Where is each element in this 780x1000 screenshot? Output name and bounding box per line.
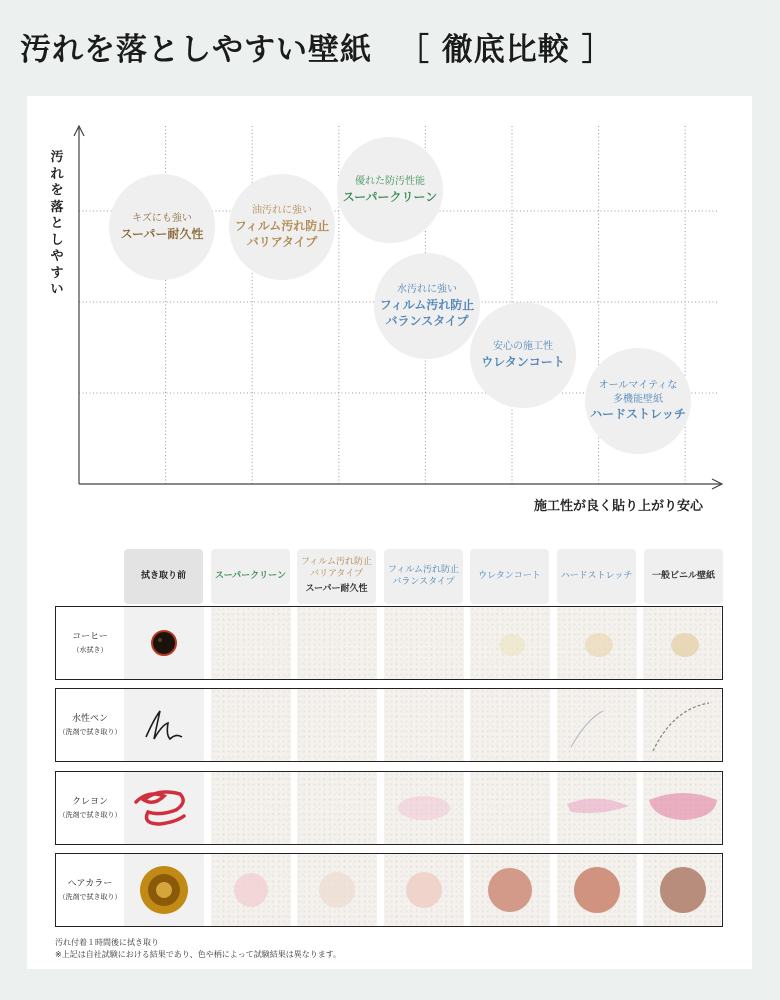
sample-balance-type xyxy=(384,689,464,761)
x-axis-label: 施工性が良く貼り上がり安心 xyxy=(533,499,703,514)
faint-stain-image xyxy=(297,854,377,926)
sample-urethane-coat xyxy=(470,607,550,679)
comparison-panel xyxy=(27,96,752,969)
header-label: ハードストレッチ xyxy=(560,570,633,581)
header-label: 拭き取り前 xyxy=(140,570,186,581)
header-label: スーパークリーン xyxy=(215,570,286,581)
sample-balance-type xyxy=(384,772,464,844)
sample-super-clean xyxy=(211,689,291,761)
bubble-product-type: バリアタイプ xyxy=(246,234,318,249)
footnote-line: 汚れ付着１時間後に拭き取り xyxy=(55,938,159,947)
bubble-balance-type xyxy=(374,253,480,359)
sample-urethane-coat xyxy=(470,772,550,844)
sample-barrier-type xyxy=(297,689,377,761)
header-hard-stretch xyxy=(557,549,636,604)
footnote xyxy=(55,937,341,961)
sample-before xyxy=(124,854,204,926)
bubble-caption: 安心の施工性 xyxy=(493,341,553,353)
faint-scribble-image xyxy=(643,689,721,761)
faint-stain-image xyxy=(470,607,550,679)
bubble-hard-stretch xyxy=(585,348,691,454)
footnote-line: ※上記は自社試験における結果であり、色や柄によって試験結果は異なります。 xyxy=(55,950,342,959)
title-sub: ［ 徹底比較 ］ xyxy=(398,32,614,68)
row-method: （洗剤で拭き取り） xyxy=(58,810,122,819)
row-name: クレヨン xyxy=(71,797,108,807)
header-balance-type xyxy=(384,549,463,604)
page-title xyxy=(20,24,614,69)
stain-residue-image xyxy=(557,854,637,926)
header-label-2: バリアタイプ xyxy=(310,568,363,579)
row-label xyxy=(56,772,124,844)
row-name: ヘアカラー xyxy=(67,879,113,889)
pen-scribble-image xyxy=(124,689,204,761)
bubble-caption-2: 多機能壁紙 xyxy=(613,393,663,405)
bubble-product: スーパー耐久性 xyxy=(120,226,204,241)
sample-before xyxy=(124,689,204,761)
faint-crayon-image xyxy=(384,772,464,844)
bubble-caption: キズにも強い xyxy=(132,213,192,225)
sample-super-clean xyxy=(211,607,291,679)
row-name: 水性ペン xyxy=(71,714,108,724)
bubble-barrier-type xyxy=(229,174,335,280)
header-barrier-type xyxy=(297,549,376,604)
row-label xyxy=(56,854,124,926)
header-label-3: スーパー耐久性 xyxy=(305,584,368,595)
row-method: （水拭き） xyxy=(72,645,108,654)
faint-scribble-image xyxy=(557,689,637,761)
row-label xyxy=(56,607,124,679)
y-axis-label: 汚れを落としやすい xyxy=(50,150,64,297)
header-label: フィルム汚れ防止 xyxy=(388,564,459,575)
faint-stain-image xyxy=(557,607,637,679)
bubble-super-durable xyxy=(109,174,215,280)
header-label-2: バランスタイプ xyxy=(392,576,455,587)
bubble-caption: 優れた防汚性能 xyxy=(355,176,425,188)
sample-balance-type xyxy=(384,607,464,679)
sample-hard-stretch xyxy=(557,607,637,679)
row-label xyxy=(56,689,124,761)
row-method: （洗剤で拭き取り） xyxy=(58,727,122,736)
sample-general-vinyl xyxy=(643,689,721,761)
sample-barrier-type xyxy=(297,854,377,926)
bubble-caption: 油汚れに強い xyxy=(252,205,312,217)
header-urethane-coat xyxy=(470,549,549,604)
sample-general-vinyl xyxy=(643,607,721,679)
bubble-product-type: バランスタイプ xyxy=(385,313,469,328)
bubble-product: フィルム汚れ防止 xyxy=(234,218,330,233)
bubble-product: フィルム汚れ防止 xyxy=(379,297,475,312)
stain-residue-image xyxy=(643,854,721,926)
crayon-residue-image xyxy=(557,772,637,844)
sample-before xyxy=(124,607,204,679)
header-before xyxy=(124,549,203,604)
header-label: 一般ビニル壁紙 xyxy=(651,570,715,581)
test-row-coffee xyxy=(55,606,723,680)
bubble-caption: オールマイティな xyxy=(598,380,678,392)
sample-balance-type xyxy=(384,854,464,926)
header-general-vinyl xyxy=(644,549,723,604)
header-label: ウレタンコート xyxy=(478,570,541,581)
header-super-clean xyxy=(211,549,290,604)
stain-residue-image xyxy=(470,854,550,926)
sample-urethane-coat xyxy=(470,689,550,761)
row-name: コーヒー xyxy=(72,632,108,642)
sample-barrier-type xyxy=(297,772,377,844)
bubble-urethane-coat xyxy=(470,302,576,408)
title-main: 汚れを落としやすい壁紙 xyxy=(20,32,372,68)
faint-stain-image xyxy=(643,607,721,679)
sample-general-vinyl xyxy=(643,854,721,926)
bubble-super-clean xyxy=(337,137,443,243)
crayon-residue-image xyxy=(643,772,721,844)
sample-barrier-type xyxy=(297,607,377,679)
test-row-crayon xyxy=(55,771,723,845)
faint-stain-image xyxy=(211,854,291,926)
sample-hard-stretch xyxy=(557,772,637,844)
coffee-stain-image xyxy=(124,607,204,679)
bubble-product: ウレタンコート xyxy=(481,354,565,369)
hair-color-stain-image xyxy=(124,854,204,926)
sample-hard-stretch xyxy=(557,689,637,761)
sample-super-clean xyxy=(211,854,291,926)
bubble-caption: 水汚れに強い xyxy=(397,284,457,296)
sample-general-vinyl xyxy=(643,772,721,844)
bubble-product: ハードストレッチ xyxy=(590,407,686,422)
sample-super-clean xyxy=(211,772,291,844)
sample-before xyxy=(124,772,204,844)
faint-stain-image xyxy=(384,854,464,926)
sample-hard-stretch xyxy=(557,854,637,926)
sample-urethane-coat xyxy=(470,854,550,926)
test-row-hair-color xyxy=(55,853,723,927)
row-method: （洗剤で拭き取り） xyxy=(58,892,122,901)
test-row-water-pen xyxy=(55,688,723,762)
header-label: フィルム汚れ防止 xyxy=(301,556,372,567)
bubble-product: スーパークリーン xyxy=(342,189,438,204)
crayon-scribble-image xyxy=(124,772,204,844)
